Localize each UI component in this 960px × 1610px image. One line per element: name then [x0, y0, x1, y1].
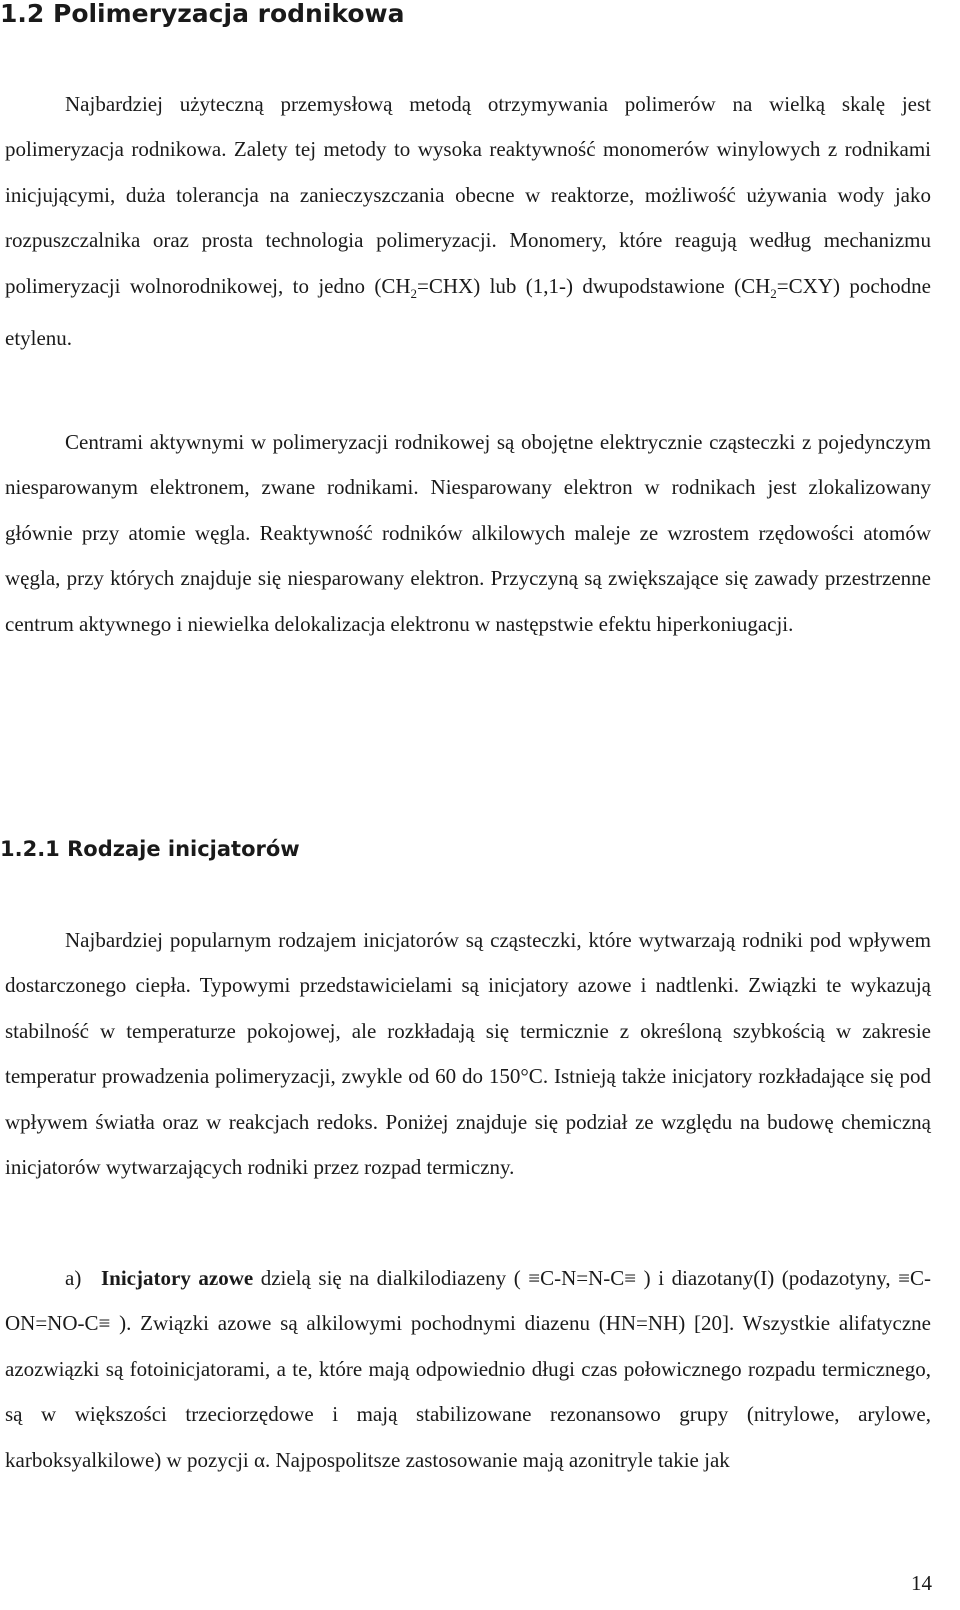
list-label: a) — [65, 1266, 82, 1290]
subscript-2-b: 2 — [770, 285, 777, 301]
paragraph-initiators: Najbardziej popularnym rodzajem inicjatorów są cząsteczki, które wytwarzają rodniki pod wpływem dostarczonego ciepła. Typowymi przedstawicielami są inicjatory azowe i nadtlenki. Związki te wykazują stabilność w temperaturze pokojowej, ale rozkładają się termicznie z określoną szybkością w zakresie temperatur prowadzenia polimeryzacji, zwykle od 60 do 150°C. Istnieją także inicjatory rozkładające się pod wpływem światła oraz w reakcjach redoks. Poniżej znajduje się podział ze względu na budowę chemiczną inicjatorów wytwarzających rodniki przez rozpad termiczny. — [5, 928, 931, 1180]
paragraph-intro-text-1: Najbardziej użyteczną przemysłową metodą otrzymywania polimerów na wielką skalę jest polimeryzacja rodnikowa. Zalety tej metody to wysoka reaktywność monomerów winylowych z rodnikami inicjującymi, duża tolerancja na zanieczyszczania obecne w reaktorze, możliwość używania wody jako rozpuszczalnika oraz prosta technologia polimeryzacji. Monomery, które reagują według mechanizmu polimeryzacji wolnorodnikowej, to jedno (CH — [5, 92, 931, 298]
paragraph-active-centers: Centrami aktywnymi w polimeryzacji rodnikowej są obojętne elektrycznie cząsteczki z pojedynczym niesparowanym elektronem, zwane rodnikami. Niesparowany elektron w rodnikach jest zlokalizowany głównie przy atomie węgla. Reaktywność rodników alkilowych maleje ze wzrostem rzędowości atomów węgla, przy których znajduje się niesparowany elektron. Przyczyną są zwiększające się zawady przestrzenne centrum aktywnego i niewielka delokalizacja elektronu w następstwie efektu hiperkoniugacji. — [5, 430, 931, 636]
paragraph-intro-text-2: =CHX) lub (1,1-) dwupodstawione (CH — [417, 273, 771, 298]
subscript-2-a: 2 — [410, 285, 418, 301]
section-title: 1.2 Polimeryzacja rodnikowa — [0, 0, 405, 28]
paragraph-intro — [5, 82, 931, 362]
page-number: 14 — [911, 1571, 932, 1595]
azo-initiators-term: Inicjatory azowe — [101, 1266, 254, 1290]
subsection-title: 1.2.1 Rodzaje inicjatorów — [0, 837, 300, 861]
paragraph-intro-text-3: =CXY) pochodne etylenu. — [5, 273, 931, 351]
azo-initiators-text: dzielą się na dialkilodiazeny ( ≡C-N=N-C≡ ) i diazotany(I) (podazotyny, ≡C-ON=NO-C≡ ). Związki azowe są alkilowymi pochodnymi diazenu (HN=NH) [20]. Wszystkie alifatyczne azozwiązki są fotoinicjatorami, a te, które mają odpowiednio długi czas połowicznego rozpadu termicznego, są w większości trzeciorzędowe i mają stabilizowane rezonansowo grupy (nitrylowe, arylowe, karboksyalkilowe) w pozycji α. Najpospolitsze zastosowanie mają azonitryle takie jak — [5, 1266, 932, 1472]
paragraph-azo-initiators — [5, 1256, 931, 1483]
